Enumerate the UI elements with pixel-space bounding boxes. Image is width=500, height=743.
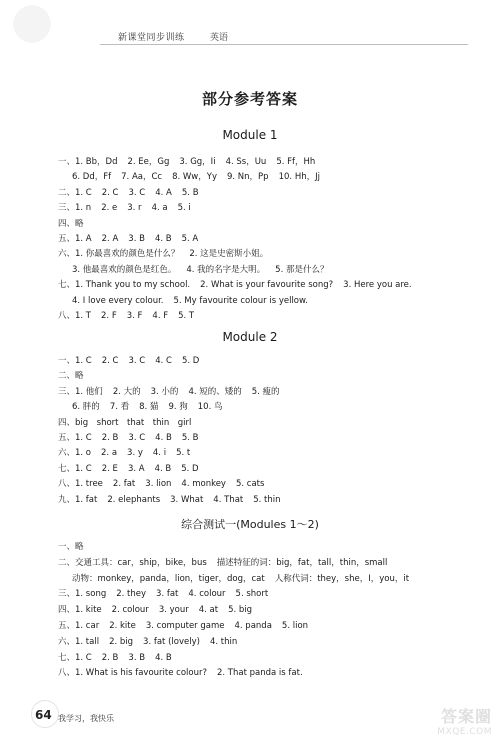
answer-line	[58, 604, 262, 616]
answer-item: 3. F	[126, 311, 143, 321]
answer-item: 3. fat (lovely)	[143, 636, 200, 647]
answer-item: 4. a	[151, 203, 168, 214]
answer-item: 3. A	[127, 463, 145, 474]
answer-item: 3. C	[128, 187, 146, 198]
answer-item: 3. computer game	[145, 621, 225, 631]
answer-item: 8. 猫	[139, 402, 159, 413]
answer-item: 2. B	[101, 652, 119, 663]
answer-item: 5. B	[181, 433, 199, 443]
answer-item: 3. r	[127, 203, 142, 214]
answer-item: 2. fat	[112, 479, 136, 490]
answer-item: 六、1. tall	[58, 636, 100, 647]
answer-item: 七、1. Thank you to my school.	[58, 280, 191, 291]
answer-item: 3. B	[128, 652, 146, 663]
answer-item: 6. Dd，Ff	[72, 172, 112, 183]
answer-item: 七、1. C	[58, 652, 92, 663]
answer-item: 9. 狗	[168, 402, 188, 413]
answer-item: 4. A	[155, 187, 172, 198]
answer-line	[58, 156, 325, 168]
answer-item: 五、1. car	[58, 621, 100, 631]
answer-item: 一、略	[58, 542, 84, 552]
answer-item: 二、交通工具：car，ship，bike，bus	[58, 557, 207, 568]
answer-item: 7. Aa，Cc	[121, 172, 163, 183]
answer-line	[58, 588, 278, 600]
answer-line	[58, 218, 94, 230]
answer-item: 2. e	[101, 203, 118, 214]
answer-item: 5. D	[182, 356, 200, 366]
answer-line	[58, 310, 204, 322]
answer-item: 5. My favourite colour is yellow.	[173, 295, 308, 306]
answer-item: 5. T	[178, 311, 195, 321]
answer-item: 4. B	[155, 433, 172, 443]
answer-item: 八、1. What is his favourite colour?	[58, 668, 207, 679]
watermark-text: 答案圈	[440, 707, 492, 726]
site-watermark	[437, 704, 492, 737]
module2-title: Module 2	[222, 330, 278, 344]
answer-item: 四、big short that thin girl	[58, 417, 192, 428]
answer-item: 七、1. C	[58, 463, 92, 474]
answer-line	[72, 264, 338, 276]
answer-item: 人称代词：they，she，I，you，it	[274, 573, 410, 584]
answer-item: 2. 大的	[112, 386, 141, 397]
answer-line	[58, 417, 201, 429]
header-series-title: 新课堂同步训练	[118, 33, 185, 43]
answer-item: 9. Nn，Pp	[227, 172, 269, 183]
answer-item: 6. 胖的	[72, 402, 100, 413]
header-divider	[100, 44, 468, 45]
answer-line	[58, 494, 291, 506]
answer-item: 六、1. o	[58, 448, 92, 459]
answer-line	[58, 248, 278, 260]
answer-line	[58, 478, 274, 490]
answer-item: 2. C	[101, 356, 119, 366]
module1-title: Module 1	[222, 128, 278, 142]
answer-item: 5. Ff，Hh	[276, 157, 316, 167]
answer-item: 3. Here you are.	[343, 280, 412, 291]
page-header	[0, 0, 500, 50]
answer-line	[58, 636, 247, 648]
answer-line	[58, 557, 397, 569]
answer-item: 4. i	[152, 448, 167, 459]
answer-item: 2. colour	[111, 605, 149, 616]
footer-slogan: 我学习，我快乐	[58, 714, 114, 723]
answer-item: 3. y	[127, 448, 143, 459]
answer-line	[58, 667, 313, 679]
header-decoration	[8, 4, 68, 44]
answer-item: 5. i	[177, 203, 191, 214]
answer-item: 四、略	[58, 218, 84, 229]
answer-item: 2. E	[101, 463, 118, 474]
answer-item: 5. lion	[281, 621, 309, 631]
answer-item: 3. C	[128, 433, 146, 443]
answer-item: 7. 看	[109, 402, 130, 413]
answer-line	[72, 171, 330, 183]
answer-item: 2. big	[109, 636, 134, 647]
answer-item: 2. That panda is fat.	[217, 668, 303, 679]
answer-item: 4. colour	[188, 589, 226, 600]
answer-item: 3. Gg，Ii	[179, 157, 216, 167]
answer-line	[58, 620, 318, 632]
answer-item: 4. at	[198, 605, 219, 616]
answer-item: 2. C	[101, 187, 119, 198]
answer-item: 二、1. C	[58, 187, 92, 198]
answer-item: 描述特征的词：big，fat，tall，thin，small	[216, 557, 388, 568]
answer-item: 3. 小的	[150, 386, 179, 397]
answer-item: 四、1. kite	[58, 605, 102, 616]
answer-item: 八、1. T	[58, 311, 92, 321]
test1-title: 综合测试一(Modules 1～2)	[181, 518, 319, 531]
answer-item: 2. What is your favourite song?	[200, 280, 334, 291]
answer-item: 10. 鸟	[197, 402, 223, 413]
answer-line	[58, 233, 208, 245]
answer-item: 4. 我的名字是大明。	[186, 264, 266, 275]
answer-line	[58, 463, 209, 475]
answer-item: 5. t	[176, 448, 191, 459]
answer-item: 4. monkey	[181, 479, 226, 490]
answer-item: 4. B	[154, 234, 172, 244]
answer-item: 8. Ww，Yy	[172, 172, 217, 183]
answer-item: 2. B	[101, 433, 119, 443]
answer-line	[58, 447, 200, 459]
answer-line	[58, 355, 209, 367]
answer-item: 5. 瘦的	[251, 386, 280, 397]
answer-item: 一、1. Bb，Dd	[58, 157, 118, 167]
answer-item: 4. panda	[234, 621, 272, 631]
answer-item: 5. big	[228, 605, 253, 616]
answer-item: 3. 他最喜欢的颜色是红色。	[72, 264, 177, 275]
page-title: 部分参考答案	[201, 90, 298, 108]
answer-line	[58, 279, 422, 291]
answer-item: 2. 这是史密斯小姐。	[189, 249, 269, 260]
answer-item: 3. fat	[156, 589, 179, 600]
header-subject: 英语	[210, 33, 229, 43]
answer-line	[58, 187, 209, 199]
answer-line	[58, 652, 182, 664]
answer-item: 10. Hh，Jj	[278, 172, 320, 183]
answer-item: 4. B	[155, 652, 172, 663]
answer-item: 2. a	[101, 448, 118, 459]
answer-item: 4. thin	[209, 636, 238, 647]
answer-item: 动物：monkey，panda，lion，tiger，dog，cat	[72, 573, 265, 584]
answer-line	[58, 202, 201, 214]
answer-item: 3. What	[170, 494, 204, 505]
answer-item: 六、1. 你最喜欢的颜色是什么？	[58, 249, 180, 260]
answer-item: 2. they	[116, 589, 147, 600]
answer-item: 5. 那是什么？	[275, 264, 329, 275]
answer-item: 八、1. tree	[58, 479, 103, 490]
answer-item: 五、1. A	[58, 234, 92, 244]
watermark-url: MXQE.COM	[437, 727, 492, 737]
answer-item: 3. C	[128, 356, 146, 366]
answer-line	[58, 432, 208, 444]
answer-item: 5. cats	[235, 479, 265, 490]
answer-item: 三、1. song	[58, 589, 107, 600]
answer-line	[72, 295, 318, 307]
answer-item: 4. F	[152, 311, 169, 321]
answer-item: 2. elephants	[107, 494, 161, 505]
answer-item: 4. 短的、矮的	[188, 386, 242, 397]
answer-item: 二、略	[58, 371, 84, 382]
answer-item: 2. Ee，Gg	[127, 157, 170, 167]
answer-line	[58, 386, 290, 398]
answer-item: 5. D	[181, 463, 199, 474]
answer-item: 4. I love every colour.	[72, 295, 164, 306]
answer-item: 五、1. C	[58, 433, 92, 443]
answer-item: 2. F	[101, 311, 117, 321]
answer-item: 2. A	[101, 234, 119, 244]
answer-item: 2. kite	[109, 621, 136, 631]
answer-item: 三、1. 他们	[58, 386, 103, 397]
answer-line	[58, 541, 94, 553]
answer-item: 九、1. fat	[58, 494, 98, 505]
answer-item: 4. C	[155, 356, 172, 366]
answer-line	[58, 370, 94, 382]
page-number: 64	[35, 708, 52, 722]
answer-item: 5. A	[181, 234, 199, 244]
answer-item: 5. short	[235, 589, 269, 600]
answer-item: 4. B	[154, 463, 172, 474]
answer-item: 5. thin	[253, 494, 281, 505]
answer-line	[72, 401, 232, 413]
answer-item: 3. lion	[145, 479, 172, 490]
answer-item: 3. B	[128, 234, 145, 244]
answer-item: 4. Ss，Uu	[225, 157, 267, 167]
answer-item: 3. your	[158, 605, 189, 616]
answer-item: 三、1. n	[58, 203, 92, 214]
answer-line	[72, 573, 419, 585]
answer-item: 5. B	[181, 187, 199, 198]
answer-item: 4. That	[213, 494, 244, 505]
answer-item: 一、1. C	[58, 356, 92, 366]
